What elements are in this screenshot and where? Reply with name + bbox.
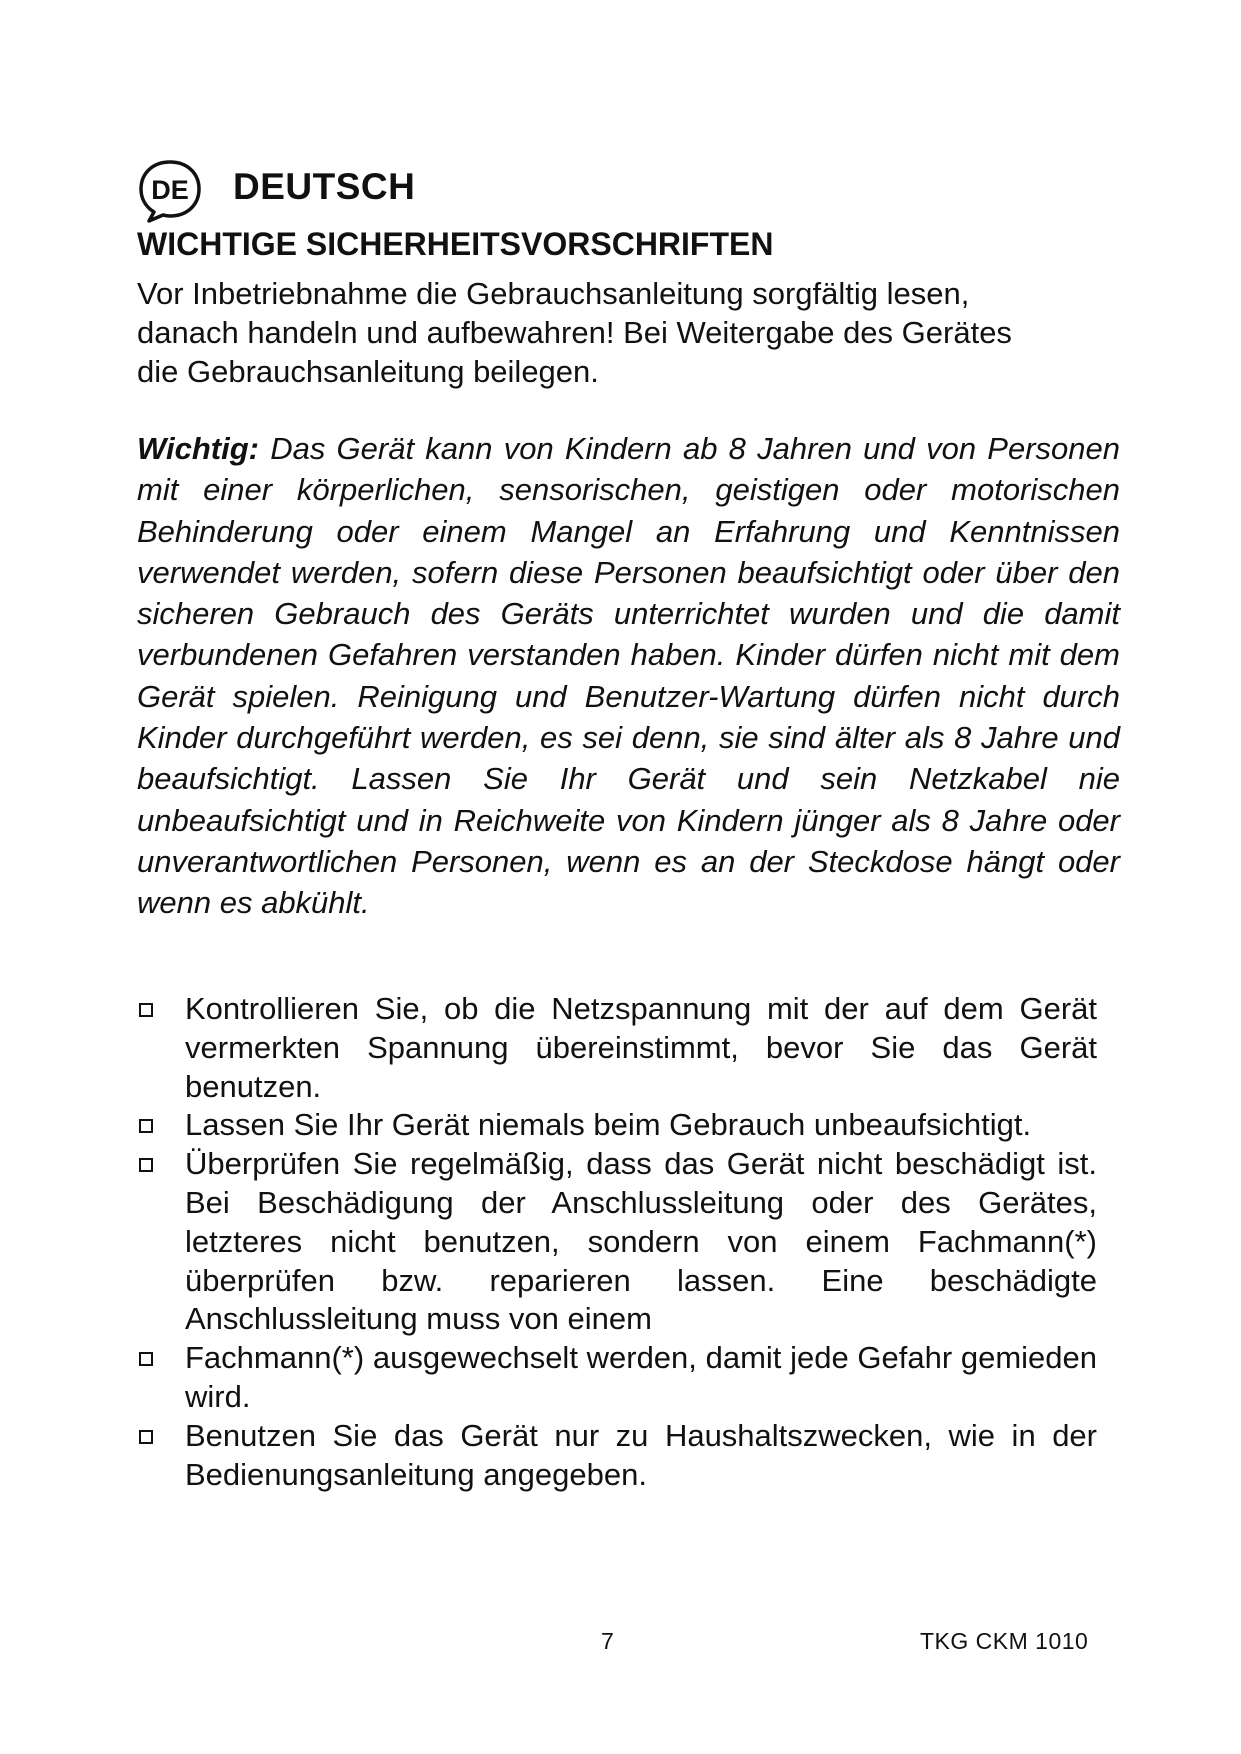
checkbox-bullet-icon xyxy=(139,1352,153,1366)
safety-list xyxy=(137,990,1097,1494)
list-item xyxy=(137,990,1097,1106)
intro-paragraph xyxy=(137,274,1012,391)
list-item xyxy=(137,1106,1097,1145)
language-badge-icon xyxy=(136,158,204,224)
warning-text: Das Gerät kann von Kindern ab 8 Jahren und von Personen mit einer körperlichen, sensorischen, geistigen oder motorischen Behinderung oder einem Mangel an Erfahrung und Kenntnissen verwendet werden, sofern diese Personen beaufsichtigt oder über den sicheren Gebrauch des Geräts unterrichtet wurden und die damit verbundenen Gefahren verstanden haben. Kinder dürfen nicht mit dem Gerät spielen. Reinigung und Benutzer-Wartung dürfen nicht durch Kinder durchgeführt werden, es sei denn, sie sind älter als 8 Jahre und beaufsichtigt. Lassen Sie Ihr Gerät und sein Netzkabel nie unbeaufsichtigt und in Reichweite von Kindern jünger als 8 Jahre oder unverantwortlichen Personen, wenn es an der Steckdose hängt oder wenn es abkühlt. xyxy=(137,431,1120,921)
list-item-text: Überprüfen Sie regelmäßig, dass das Gerät nicht beschädigt ist. Bei Beschädigung der Anschlussleitung oder des Gerätes, letzteres nicht benutzen, sondern von einem Fachmann(*) überprüfen bzw. reparieren lassen. Eine beschädigte Anschlussleitung muss von einem xyxy=(185,1146,1097,1337)
list-item-text: Lassen Sie Ihr Gerät niemals beim Gebrauch unbeaufsichtigt. xyxy=(185,1107,1032,1143)
intro-line: danach handeln und aufbewahren! Bei Weitergabe des Gerätes xyxy=(137,315,1012,350)
section-title: WICHTIGE SICHERHEITSVORSCHRIFTEN xyxy=(137,226,774,262)
language-title: DEUTSCH xyxy=(233,166,416,207)
checkbox-bullet-icon xyxy=(139,1003,153,1017)
checkbox-bullet-icon xyxy=(139,1158,153,1172)
checkbox-bullet-icon xyxy=(139,1119,153,1133)
page-number: 7 xyxy=(601,1628,614,1654)
list-item xyxy=(137,1339,1097,1417)
warning-paragraph xyxy=(137,428,1120,924)
intro-line: die Gebrauchsanleitung beilegen. xyxy=(137,354,599,389)
list-item-text: Kontrollieren Sie, ob die Netzspannung mit der auf dem Gerät vermerkten Spannung übereinstimmt, bevor Sie das Gerät benutzen. xyxy=(185,991,1097,1104)
list-item-text: Benutzen Sie das Gerät nur zu Haushaltszwecken, wie in der Bedienungsanleitung angegeben. xyxy=(185,1417,1097,1492)
list-item xyxy=(137,1417,1097,1495)
list-item xyxy=(137,1145,1097,1339)
intro-line: Vor Inbetriebnahme die Gebrauchsanleitung sorgfältig lesen, xyxy=(137,276,970,311)
list-item-text: Fachmann(*) ausgewechselt werden, damit jede Gefahr gemieden wird. xyxy=(185,1340,1097,1414)
badge-label: DE xyxy=(151,175,189,205)
checkbox-bullet-icon xyxy=(139,1430,153,1444)
warning-label: Wichtig: xyxy=(137,431,259,466)
model-number: TKG CKM 1010 xyxy=(920,1628,1089,1654)
